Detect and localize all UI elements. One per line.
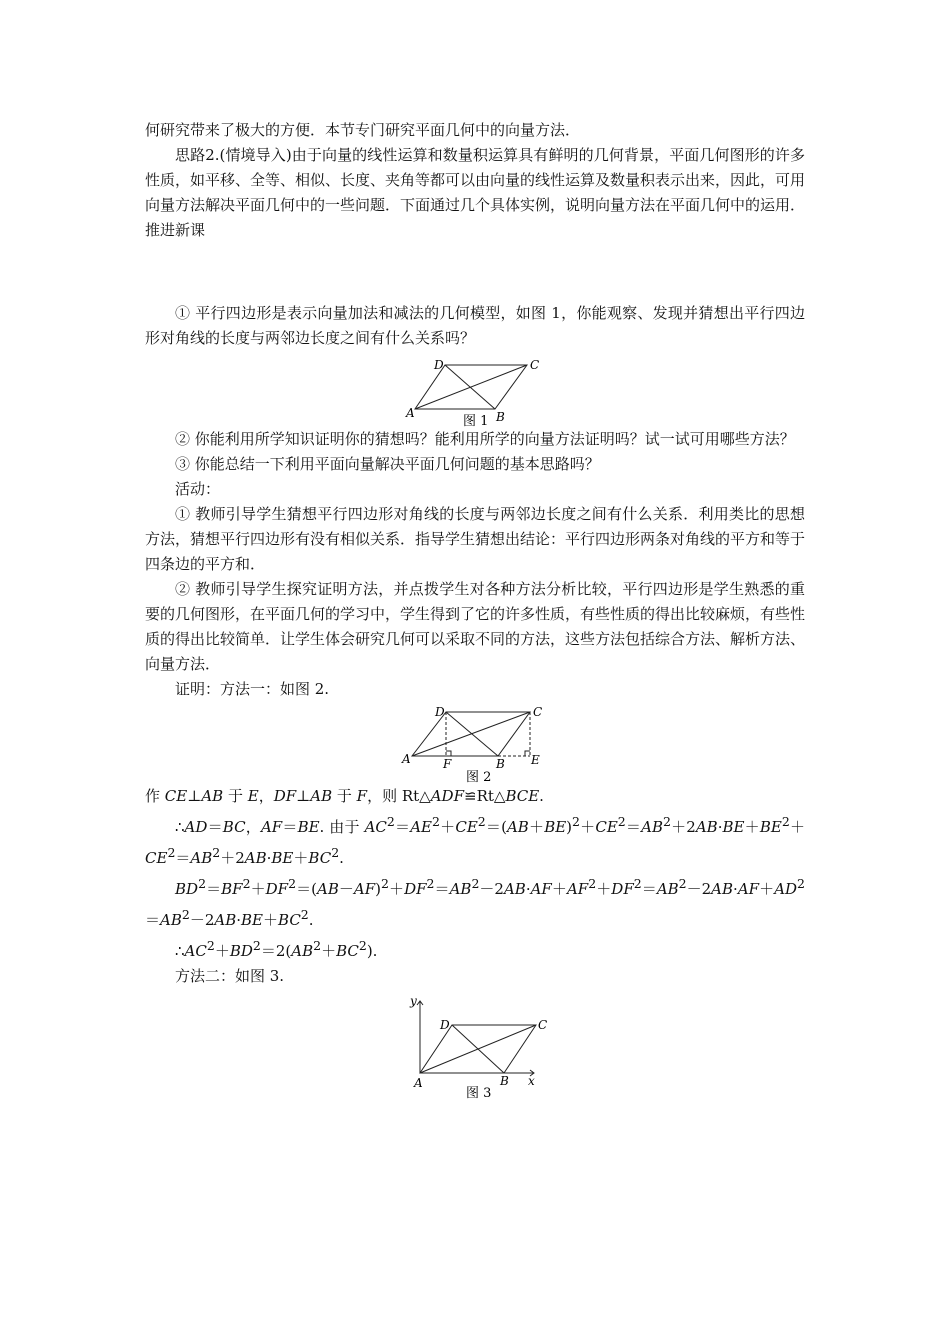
figure-3-caption: 图 3 <box>466 1086 492 1101</box>
section-heading: 推进新课 <box>145 221 206 239</box>
proof-line-1: 作 CE⊥AB 于 E，DF⊥AB 于 F，则 Rt△ADF≌Rt△BCE. <box>145 787 544 805</box>
question-1: ① 平行四边形是表示向量加法和减法的几何模型，如图 1，你能观察、发现并猜想出平行四边形对角线的长度与两邻边长度之间有什么关系吗？ <box>145 304 805 347</box>
paragraph-intro-end: 何研究带来了极大的方便．本节专门研究平面几何中的向量方法． <box>145 121 581 139</box>
activity-2: ② 教师引导学生探究证明方法，并点拨学生对各种方法分析比较，平行四边形是学生熟悉的重要的几何图形，在平面几何的学习中，学生得到了它的许多性质，有些性质的得出比较麻烦，有些性质的得出比较简单．让学生体会研究几何可以采取不同的方法，这些方法包括综合方法、解析方法、向量方法． <box>145 580 806 673</box>
label-a: A <box>402 752 411 766</box>
figure-2 <box>400 706 550 784</box>
label-x: x <box>528 1074 535 1088</box>
activity-label: 活动： <box>175 480 221 498</box>
figure-1-caption: 图 1 <box>463 414 489 427</box>
label-a: A <box>406 406 415 420</box>
document-page <box>145 118 805 1101</box>
proof-method-1: 证明：方法一：如图 2. <box>175 680 330 698</box>
figure-2-caption: 图 2 <box>466 770 492 784</box>
label-d: D <box>434 358 444 372</box>
label-y: y <box>410 994 417 1008</box>
proof-method-2: 方法二：如图 3. <box>175 967 285 985</box>
question-3: ③ 你能总结一下利用平面向量解决平面几何问题的基本思路吗？ <box>175 455 600 473</box>
label-c: C <box>530 358 540 372</box>
figure-1 <box>405 355 545 427</box>
label-c: C <box>533 706 543 719</box>
activity-1: ① 教师引导学生猜想平行四边形对角线的长度与两邻边长度之间有什么关系．利用类比的思想方法，猜想平行四边形有没有相似关系．指导学生猜想出结论：平行四边形两条对角线的平方和等于四条边的平方和． <box>145 505 806 573</box>
proof-conclusion: $\therefore AC^2+BD^2=2(AB^2+BC^2)$. <box>175 938 378 960</box>
label-a: A <box>414 1076 423 1090</box>
figure-3 <box>400 993 550 1101</box>
label-b: B <box>500 1074 509 1088</box>
question-2: ② 你能利用所学知识证明你的猜想吗？能利用所学的向量方法证明吗？试一试可用哪些方法？ <box>175 430 795 448</box>
paragraph-idea-2: 思路2.(情境导入)由于向量的线性运算和数量积运算具有鲜明的几何背景，平面几何图形的许多性质，如平移、全等、相似、长度、夹角等都可以由向量的线性运算及数量积表示出来，因此，可用向量方法解决平面几何中的一些问题．下面通过几个具体实例，说明向量方法在平面几何中的运用． <box>145 146 806 214</box>
proof-line-2: ∴AD＝BC，AF＝BE. 由于 $AC^2=AE^2+CE^2=(AB+BE)^2+CE^2=AB^2+2AB\cdot BE+BE^2+CE^2=AB^2+2AB\cdot BE+BC^2$. <box>145 814 805 867</box>
label-c: C <box>538 1018 548 1032</box>
label-d: D <box>435 706 445 719</box>
label-f: F <box>443 757 452 771</box>
spacer <box>145 243 805 301</box>
proof-line-3: $BD^2=BF^2+DF^2=(AB-AF)^2+DF^2=AB^2-2AB\cdot AF+AF^2+DF^2=AB^2-2AB\cdot AF+AD^2=AB^2-2AB\cdot BE+BC^2$. <box>145 876 805 929</box>
label-e: E <box>531 753 540 767</box>
label-b: B <box>496 410 505 424</box>
label-b: B <box>496 757 505 771</box>
label-d: D <box>440 1018 450 1032</box>
